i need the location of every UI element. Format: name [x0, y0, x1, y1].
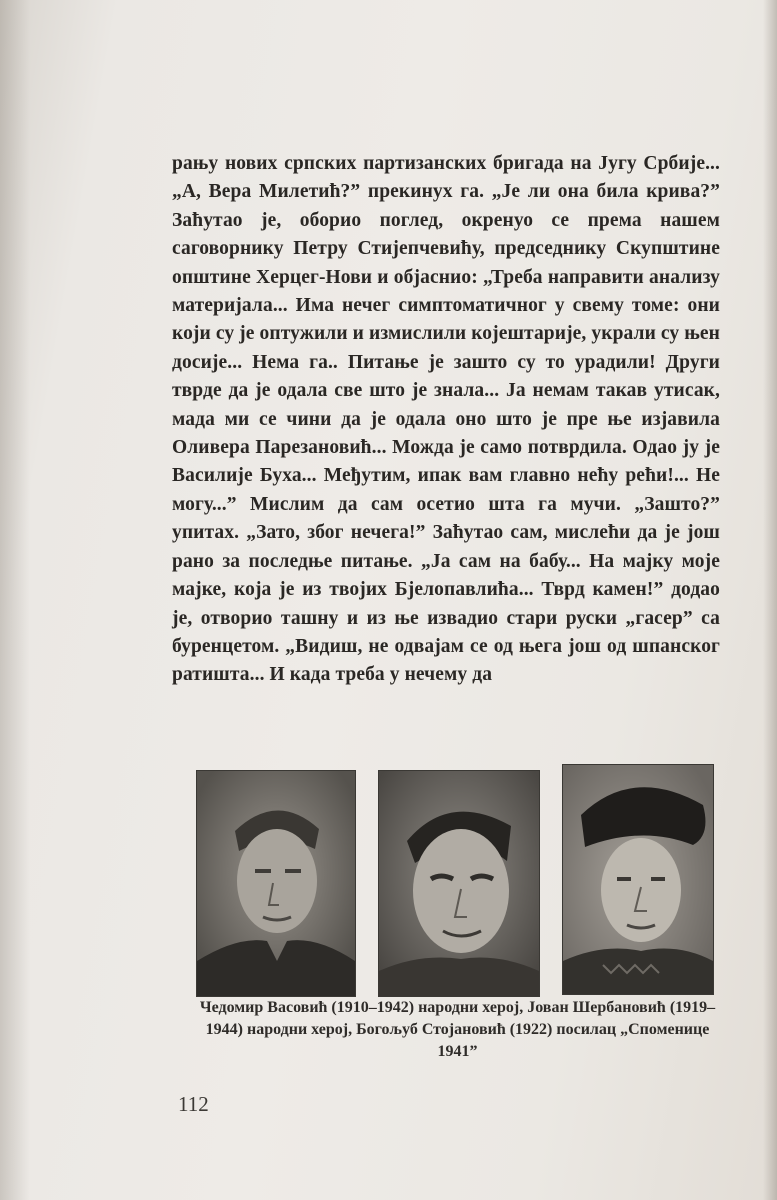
- portrait-photo-icon: [563, 765, 713, 994]
- portrait-photo-2: [378, 770, 540, 997]
- portrait-photo-1: [196, 770, 356, 997]
- body-paragraph: рању нових српских партизанских бригада на Југу Србије... „А, Вера Милетић?” прекинух га. „Је ли она била крива?” Заћутао је, оборио поглед, окренуо се према нашем саговорнику Петру Стијепчевићу, председнику Скупштине општине Херцег-Нови и објаснио: „Треба направити анализу материјала... Има нечег симптоматичног у свему томе: они који су је оптужили и измислили којештарије, украли су њен досије... Нема га.. Питање је зашто су то урадили! Други тврде да је одала све што је знала... Ја немам такав утисак, мада ми се чини да је одала оно што је пре ње изјавила Оливера Парезановић... Можда је само потврдила. Одао ју је Василије Буха... Међутим, ипак вам главно нећу рећи!... Не могу...” Мислим да сам осетио шта га мучи. „Зашто?” упитах. „Зато, због нечега!” Заћутао сам, мислећи да је још рано за последње питање. „Ја сам на бабу... На мајку моје мајке, која је из твојих Бјелопавлића... Тврд камен!” додао је, отворио ташну и из ње извадио стари руски „гасер” са буренцетом. „Видиш, не одвајам се од њега још од шпанског ратишта... И када треба у нечему да: [172, 153, 720, 686]
- portrait-photo-icon: [379, 771, 539, 996]
- page-edge-shadow: [763, 0, 777, 1200]
- page-gutter-shadow: [0, 0, 30, 1200]
- portrait-photo-3: [562, 764, 714, 995]
- photo-caption: Чедомир Васовић (1910–1942) народни херој, Јован Шербановић (1919–1944) народни херој, Богољуб Стојановић (1922) посилац „Споменице 1941”: [199, 999, 716, 1060]
- portrait-photo-icon: [197, 771, 355, 996]
- page-number: 112: [178, 1092, 209, 1116]
- photo-strip: [196, 770, 716, 995]
